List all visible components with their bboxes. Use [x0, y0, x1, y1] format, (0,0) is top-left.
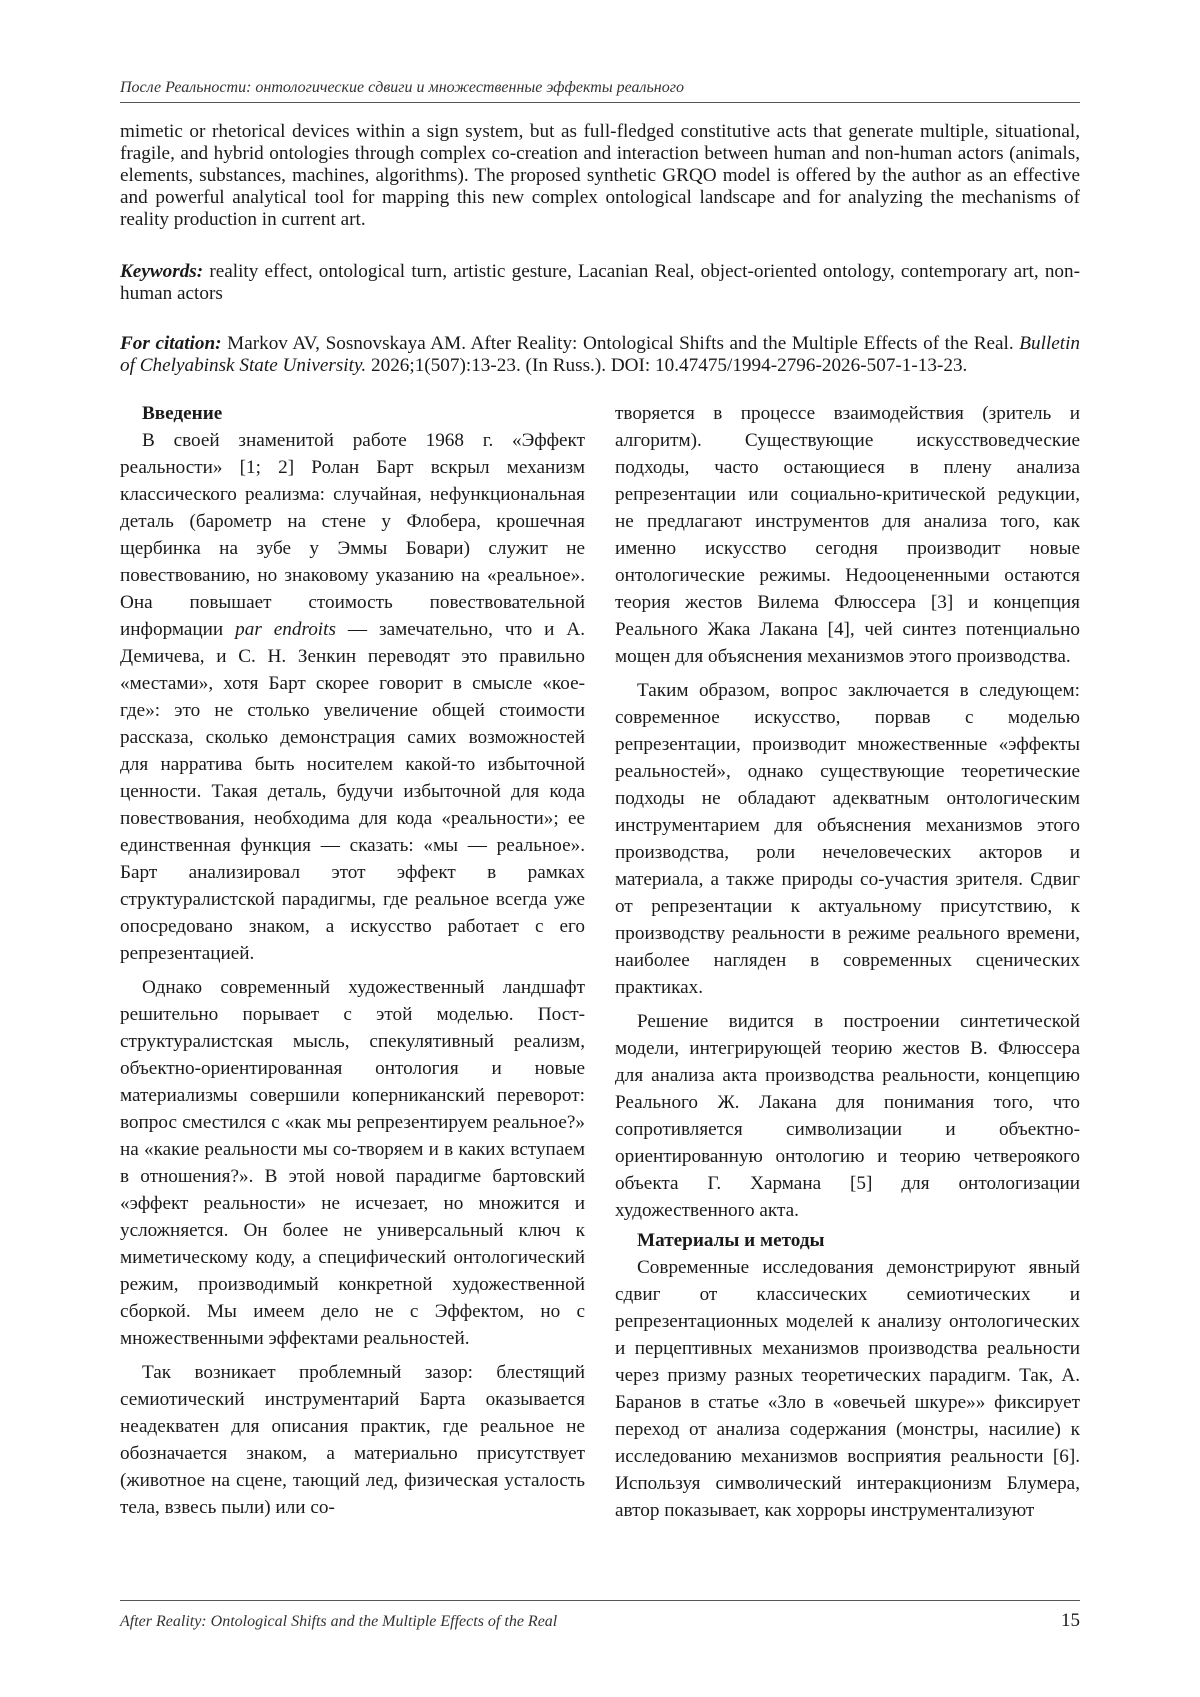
keywords-text: reality effect, ontological turn, artistic gesture, Lacanian Real, object-oriented ontology, contemporary art, non-human actors	[120, 261, 1081, 304]
running-header-title: После Реальности: онтологические сдвиги и множественные эффекты реального	[120, 79, 684, 96]
citation-journal: Bulletin of Chelyabinsk State University.	[120, 333, 1081, 376]
section-heading-intro: Введение	[142, 403, 223, 424]
citation-authors-title: Markov AV, Sosnovskaya AM. After Reality: Ontological Shifts and the Multiple Effects of the Real.	[227, 333, 1014, 354]
page-number: 15	[1061, 1610, 1080, 1631]
footer-divider	[120, 1600, 1080, 1601]
paragraph: Таким образом, вопрос заключается в следующем: современное искусство, порвав с моделью репрезентации, производит множественные «эффекты реальностей», однако существующие теоретические подходы не обладают адекватным онтологическим инструментарием для объяснения механизмов этого производства, роли нечеловеческих акторов и материала, а также природы со-участия зрителя. Сдвиг от репрезентации к актуальному присутствию, к производству реальности в режиме реального времени, наиболее нагляден в современных сценических практиках.	[615, 680, 1080, 998]
paragraph-continued: творяется в процессе взаимодействия (зритель и алгоритм). Существующие искусствоведческие подходы, часто остающиеся в плену анализа репрезентации или социально-критической редукции, не предлагают инструментов для анализа того, как именно искусство сегодня производит новые онтологические режимы. Недооцененными остаются теория жестов Вилема Флюссера [3] и концепция Реального Жака Лакана [4], чей синтез потенциально мощен для объяснения механизмов этого производства.	[615, 403, 1080, 667]
paragraph: Однако современный художественный ландшафт решительно порывает с этой моделью. Пост-структуралистская мысль, спекулятивный реализм, объектно-ориентированная онтология и новые материализмы совершили коперниканский переворот: вопрос сместился с «как мы репрезентируем реальное?» на «какие реальности мы со-творяем и в каких вступаем в отношения?». В этой новой парадигме бартовский «эффект реальности» не исчезает, но множится и усложняется. Он более не универсальный ключ к миметическому коду, а специфический онтологический режим, производимый конкретной художественной сборкой. Мы имеем дело не с Эффектом, но с множественными эффектами реальностей.	[120, 977, 585, 1349]
section-heading-methods: Материалы и методы	[637, 1230, 825, 1251]
paragraph-text: В своей знаменитой работе 1968 г. «Эффект реальности» [1; 2] Ролан Барт вскрыл механизм классического реализма: случайная, нефункциональная деталь (барометр на стене у Флобера, крошечная щербинка на зубе у Эммы Бовари) служит не повествованию, но знаковому указанию на «реальное». Она повышает стоимость повествовательной информации	[120, 430, 585, 640]
italic-term: par endroits	[235, 619, 336, 640]
left-column	[120, 400, 585, 1528]
paragraph: Так возникает проблемный зазор: блестящий семиотический инструментарий Барта оказывается неадекватен для описания практик, где реальное не обозначается знаком, а материально присутствует (животное на сцене, тающий лед, физическая усталость тела, взвесь пыли) или со-	[120, 1362, 585, 1518]
abstract-text: mimetic or rhetorical devices within a sign system, but as full-fledged constitutive acts that generate multiple, situational, fragile, and hybrid ontologies through complex co-creation and interaction between human and non-human actors (animals, elements, substances, machines, algorithms). The proposed synthetic GRQO model is offered by the author as an effective and powerful analytical tool for mapping this new complex ontological landscape and for analyzing the mechanisms of reality production in current art.	[120, 121, 1080, 230]
citation-block	[120, 333, 1080, 377]
running-footer-title: After Reality: Ontological Shifts and the Multiple Effects of the Real	[120, 1613, 558, 1630]
header-divider	[120, 102, 1080, 103]
paragraph: Современные исследования демонстрируют явный сдвиг от классических семиотических и репрезентационных моделей к анализу онтологических и перцептивных механизмов производства реальности через призму разных теоретических парадигм. Так, А. Баранов в статье «Зло в «овечьей шкуре»» фиксирует переход от анализа содержания (монстры, насилие) к исследованию механизмов восприятия реальности [6]. Используя символический интеракционизм Блумера, автор показывает, как хорроры инструментализуют	[615, 1257, 1080, 1521]
paragraph-text: — замечательно, что и А. Демичева, и С. Н. Зенкин переводят это правильно «местами», хотя Барт скорее говорит в смысле «кое-где»: это не столько увеличение общей стоимости рассказа, сколько демонстрация самих возможностей для нарратива быть носителем какой-то избыточной ценности. Такая деталь, будучи избыточной для кода повествования, необходима для кода «реальности»; ее единственная функция — сказать: «мы — реальное». Барт анализировал этот эффект в рамках структуралистской парадигмы, где реальное всегда уже опосредовано знаком, а искусство работает с его репрезентацией.	[120, 619, 586, 964]
keywords-block	[120, 261, 1080, 305]
citation-label: For citation:	[120, 333, 222, 354]
paragraph	[120, 427, 585, 967]
citation-details: 2026;1(507):13-23. (In Russ.). DOI: 10.47475/1994-2796-2026-507-1-13-23.	[371, 355, 968, 376]
keywords-label: Keywords:	[120, 261, 204, 282]
right-column	[615, 400, 1080, 1531]
paragraph: Решение видится в построении синтетической модели, интегрирующей теорию жестов В. Флюссера для анализа акта производства реальности, концепцию Реального Ж. Лакана для понимания того, что сопротивляется символизации и объектно-ориентированную онтологию и теорию четвероякого объекта Г. Хармана [5] для онтологизации художественного акта.	[615, 1011, 1080, 1221]
